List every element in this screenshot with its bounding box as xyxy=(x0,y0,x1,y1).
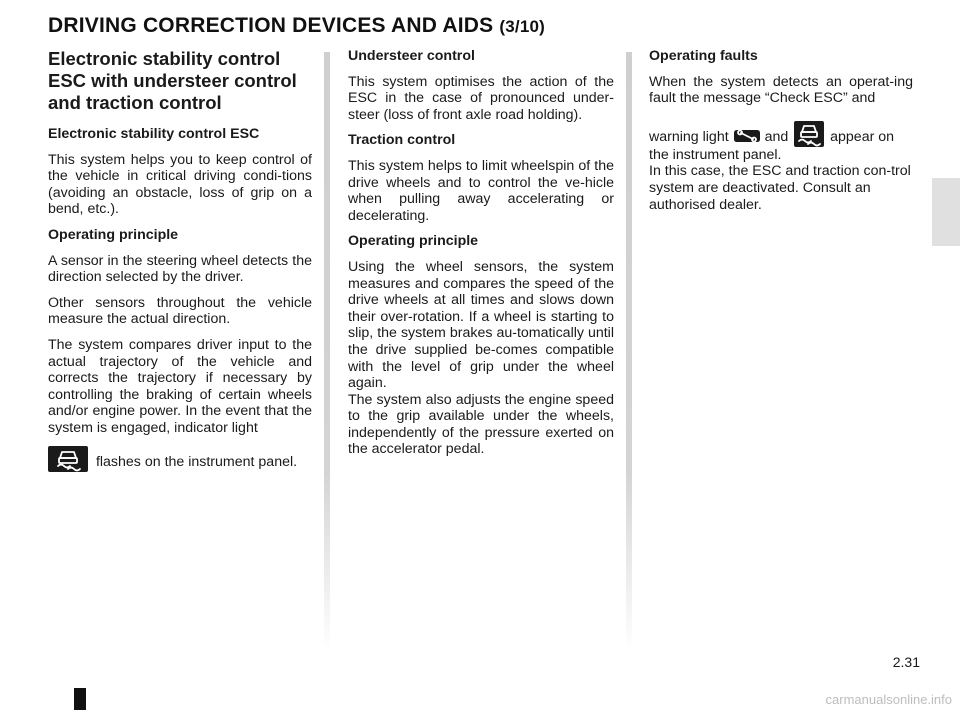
esc-indicator-icon xyxy=(48,446,88,472)
chapter-side-tab xyxy=(932,178,960,246)
column-1 xyxy=(48,48,312,481)
page-title-subtitle: (3/10) xyxy=(499,17,545,36)
page-number: 2.31 xyxy=(892,654,920,670)
principle-text-b: The system also adjusts the engine speed to the grip available under the wheels, independently of the pressure exerted on the accelerator pedal. xyxy=(348,391,614,458)
understeer-heading: Understeer control xyxy=(348,48,475,64)
faults-and: and xyxy=(764,128,789,145)
faults-text-a: When the system detects an operat-ing fault the message “Check ESC” and xyxy=(649,73,913,107)
faults-text-c: appear on the instrument panel. xyxy=(649,128,895,163)
understeer-text: This system optimises the action of the ESC in the case of pronounced under-steer (loss of front axle road holding). xyxy=(348,73,614,123)
principle-p2: Other sensors throughout the vehicle measure the actual direction. xyxy=(48,294,312,328)
faults-heading: Operating faults xyxy=(649,48,758,64)
principle-heading: Operating principle xyxy=(48,226,179,243)
principle-text-a: Using the wheel sensors, the system measures and compares the speed of the drive wheels at all times and slows down their over-rotation. If a wheel is starting to slip, the system brakes au-tomatically until the drive supplied be-comes compatible with the level of grip under the wheel again. xyxy=(348,258,614,392)
esc-text: This system helps you to keep control of the vehicle in critical driving condi-tions (avoiding an obstacle, loss of grip on a bend, etc.). xyxy=(48,151,312,218)
section-title: Electronic stability control ESC with understeer control and traction control xyxy=(48,48,297,113)
esc-indicator-icon-2 xyxy=(794,121,824,147)
esc-heading: Electronic stability control ESC xyxy=(48,126,260,142)
traction-heading: Traction control xyxy=(348,132,456,149)
principle-heading-2: Operating principle xyxy=(348,233,479,250)
principle-text xyxy=(348,259,614,458)
faults-text-b xyxy=(649,121,913,213)
principle-p3-end xyxy=(48,446,312,472)
column-3 xyxy=(649,48,913,222)
faults-text-d: In this case, the ESC and traction con-trol system are deactivated. Consult an authorised dealer. xyxy=(649,163,911,213)
corner-mark xyxy=(74,688,86,710)
principle-p1: A sensor in the steering wheel detects the direction selected by the driver. xyxy=(48,252,312,286)
page-title xyxy=(48,14,545,38)
principle-p3: The system compares driver input to the actual trajectory of the vehicle and corrects the trajectory if necessary by controlling the braking of certain wheels and/or engine power. In the event that the system is engaged, indicator light xyxy=(48,336,312,436)
traction-text: This system helps to limit wheelspin of the drive wheels and to control the ve-hicle when pulling away accelerating or decelerating. xyxy=(348,157,614,224)
column-divider-2 xyxy=(626,52,632,652)
column-2 xyxy=(348,48,614,467)
principle-p3-end-text: flashes on the instrument panel. xyxy=(95,453,298,470)
watermark: carmanualsonline.info xyxy=(825,692,952,707)
column-divider-1 xyxy=(324,52,330,652)
page-title-text: DRIVING CORRECTION DEVICES AND AIDS xyxy=(48,14,494,37)
wrench-warning-icon xyxy=(733,128,761,144)
faults-warning-label: warning light xyxy=(649,128,729,145)
